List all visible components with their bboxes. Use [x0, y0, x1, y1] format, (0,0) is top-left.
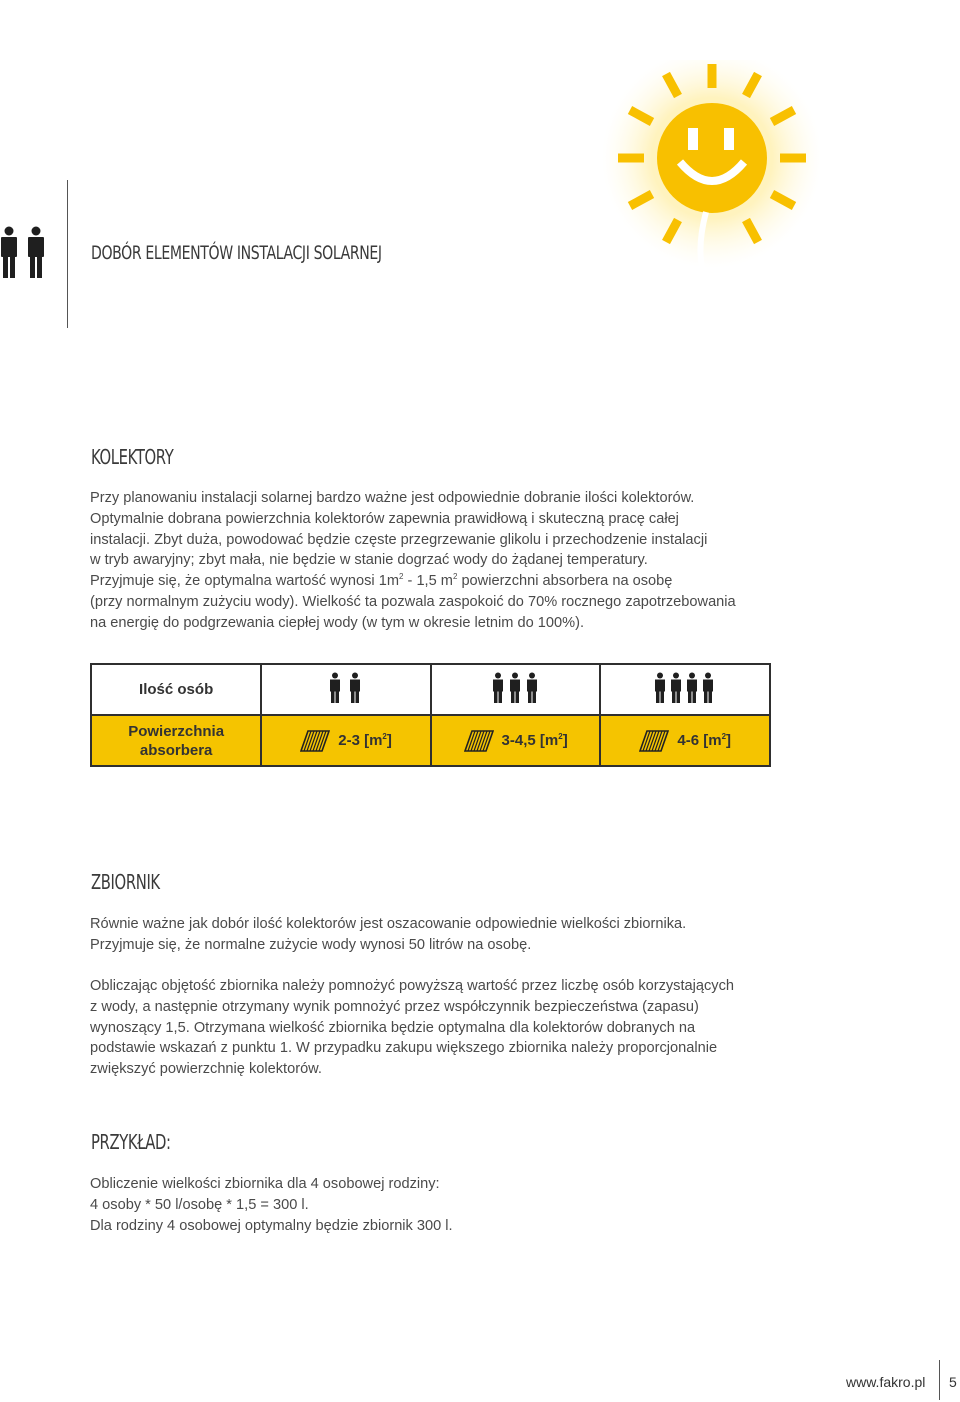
- table-row: [91, 664, 770, 715]
- table-row-label: Ilość osób: [91, 664, 261, 715]
- text-line: Przyjmuje się, że normalne zużycie wody wynosi 50 litrów na osobę.: [90, 936, 532, 953]
- text-line: Dla rodziny 4 osobowej optymalny będzie zbiornik 300 l.: [90, 1217, 453, 1234]
- text-line: na energię do podgrzewania ciepłej wody (w tym w okresie letnim do 100%).: [90, 614, 585, 631]
- area-cell: [261, 715, 431, 766]
- persons-cell: [431, 664, 601, 715]
- footer-url[interactable]: www.fakro.pl: [846, 1374, 926, 1390]
- persons-cell: [600, 664, 770, 715]
- persons-area-table: [90, 663, 771, 767]
- text-line: w tryb awaryjny; zbyt mała, nie będzie w stanie dogrzać wody do żądanej temperatury.: [90, 552, 648, 569]
- text-line: Równie ważne jak dobór ilość kolektorów jest oszacowanie odpowiednie wielkości zbiornika.: [90, 916, 687, 932]
- section-heading-przyklad: PRZYKŁAD:: [91, 1130, 171, 1154]
- header-divider: [67, 180, 68, 328]
- area-value: 4-6 $[m^2]$: [677, 732, 732, 749]
- text-line: 4 osoby * 50 l/osobę * 1,5 = 300 l.: [90, 1196, 309, 1213]
- collector-icon: [639, 730, 669, 752]
- collector-icon: [300, 730, 330, 752]
- text-line: Obliczając objętość zbiornika należy pomnożyć powyższą wartość przez liczbę osób korzystających: [90, 978, 735, 994]
- text-line: Obliczenie wielkości zbiornika dla 4 osobowej rodziny:: [90, 1176, 440, 1192]
- text-line: Optymalnie dobrana powierzchnia kolektorów zapewnia prawidłową i skuteczną pracę całej: [90, 510, 679, 527]
- area-cell: [600, 715, 770, 766]
- zbiornik-text-2: [90, 976, 790, 1080]
- collector-icon: [464, 730, 494, 752]
- footer-divider: [939, 1360, 940, 1400]
- przyklad-text: [90, 1174, 790, 1236]
- sun-plug-icon: [600, 60, 820, 315]
- area-value: 3-4,5 $[m^2]$: [501, 732, 568, 749]
- zbiornik-text-1: [90, 914, 790, 956]
- area-value: 2-3 $[m^2]$: [338, 732, 392, 749]
- four-person-icon: [653, 672, 717, 704]
- text-line: Przyjmuje się, że optymalna wartość wynosi $1m^2 - 1,5$ $m^2$ powierzchni absorbera na osobę: [90, 572, 673, 590]
- section-heading-zbiornik: ZBIORNIK: [91, 870, 160, 894]
- area-cell: [431, 715, 601, 766]
- text-line: z wody, a następnie otrzymany wynik pomnożyć przez współczynnik bezpieczeństwa (zapasu): [90, 998, 699, 1015]
- table-row: [91, 715, 770, 766]
- text-line: Przy planowaniu instalacji solarnej bardzo ważne jest odpowiednie dobranie ilości kolektorów.: [90, 490, 695, 506]
- page-title: DOBÓR ELEMENTÓW INSTALACJI SOLARNEJ: [91, 242, 382, 264]
- text-line: (przy normalnym zużyciu wody). Wielkość ta pozwala zaspokoić do 70% rocznego zapotrzebowania: [90, 593, 736, 610]
- section-heading-kolektory: KOLEKTORY: [91, 445, 174, 469]
- two-person-icon: [328, 672, 364, 704]
- text-line: podstawie wskazań z punktu 1. W przypadku zakupu większego zbiornika należy proporcjonalnie: [90, 1040, 718, 1057]
- persons-cell: [261, 664, 431, 715]
- three-person-icon: [491, 672, 541, 704]
- table-row-label: Powierzchnia absorbera: [91, 715, 261, 766]
- kolektory-text: [90, 488, 790, 634]
- text-line: instalacji. Zbyt duża, powodować będzie częste przegrzewanie glikolu i przechodzenie instalacji: [90, 531, 708, 548]
- text-line: zwiększyć powierzchnię kolektorów.: [90, 1061, 322, 1078]
- header-people-icon: [0, 226, 50, 285]
- text-line: wynoszący 1,5. Otrzymana wielkość zbiornika będzie optymalna dla kolektorów dobranych na: [90, 1019, 696, 1036]
- page-number: 5: [949, 1374, 957, 1390]
